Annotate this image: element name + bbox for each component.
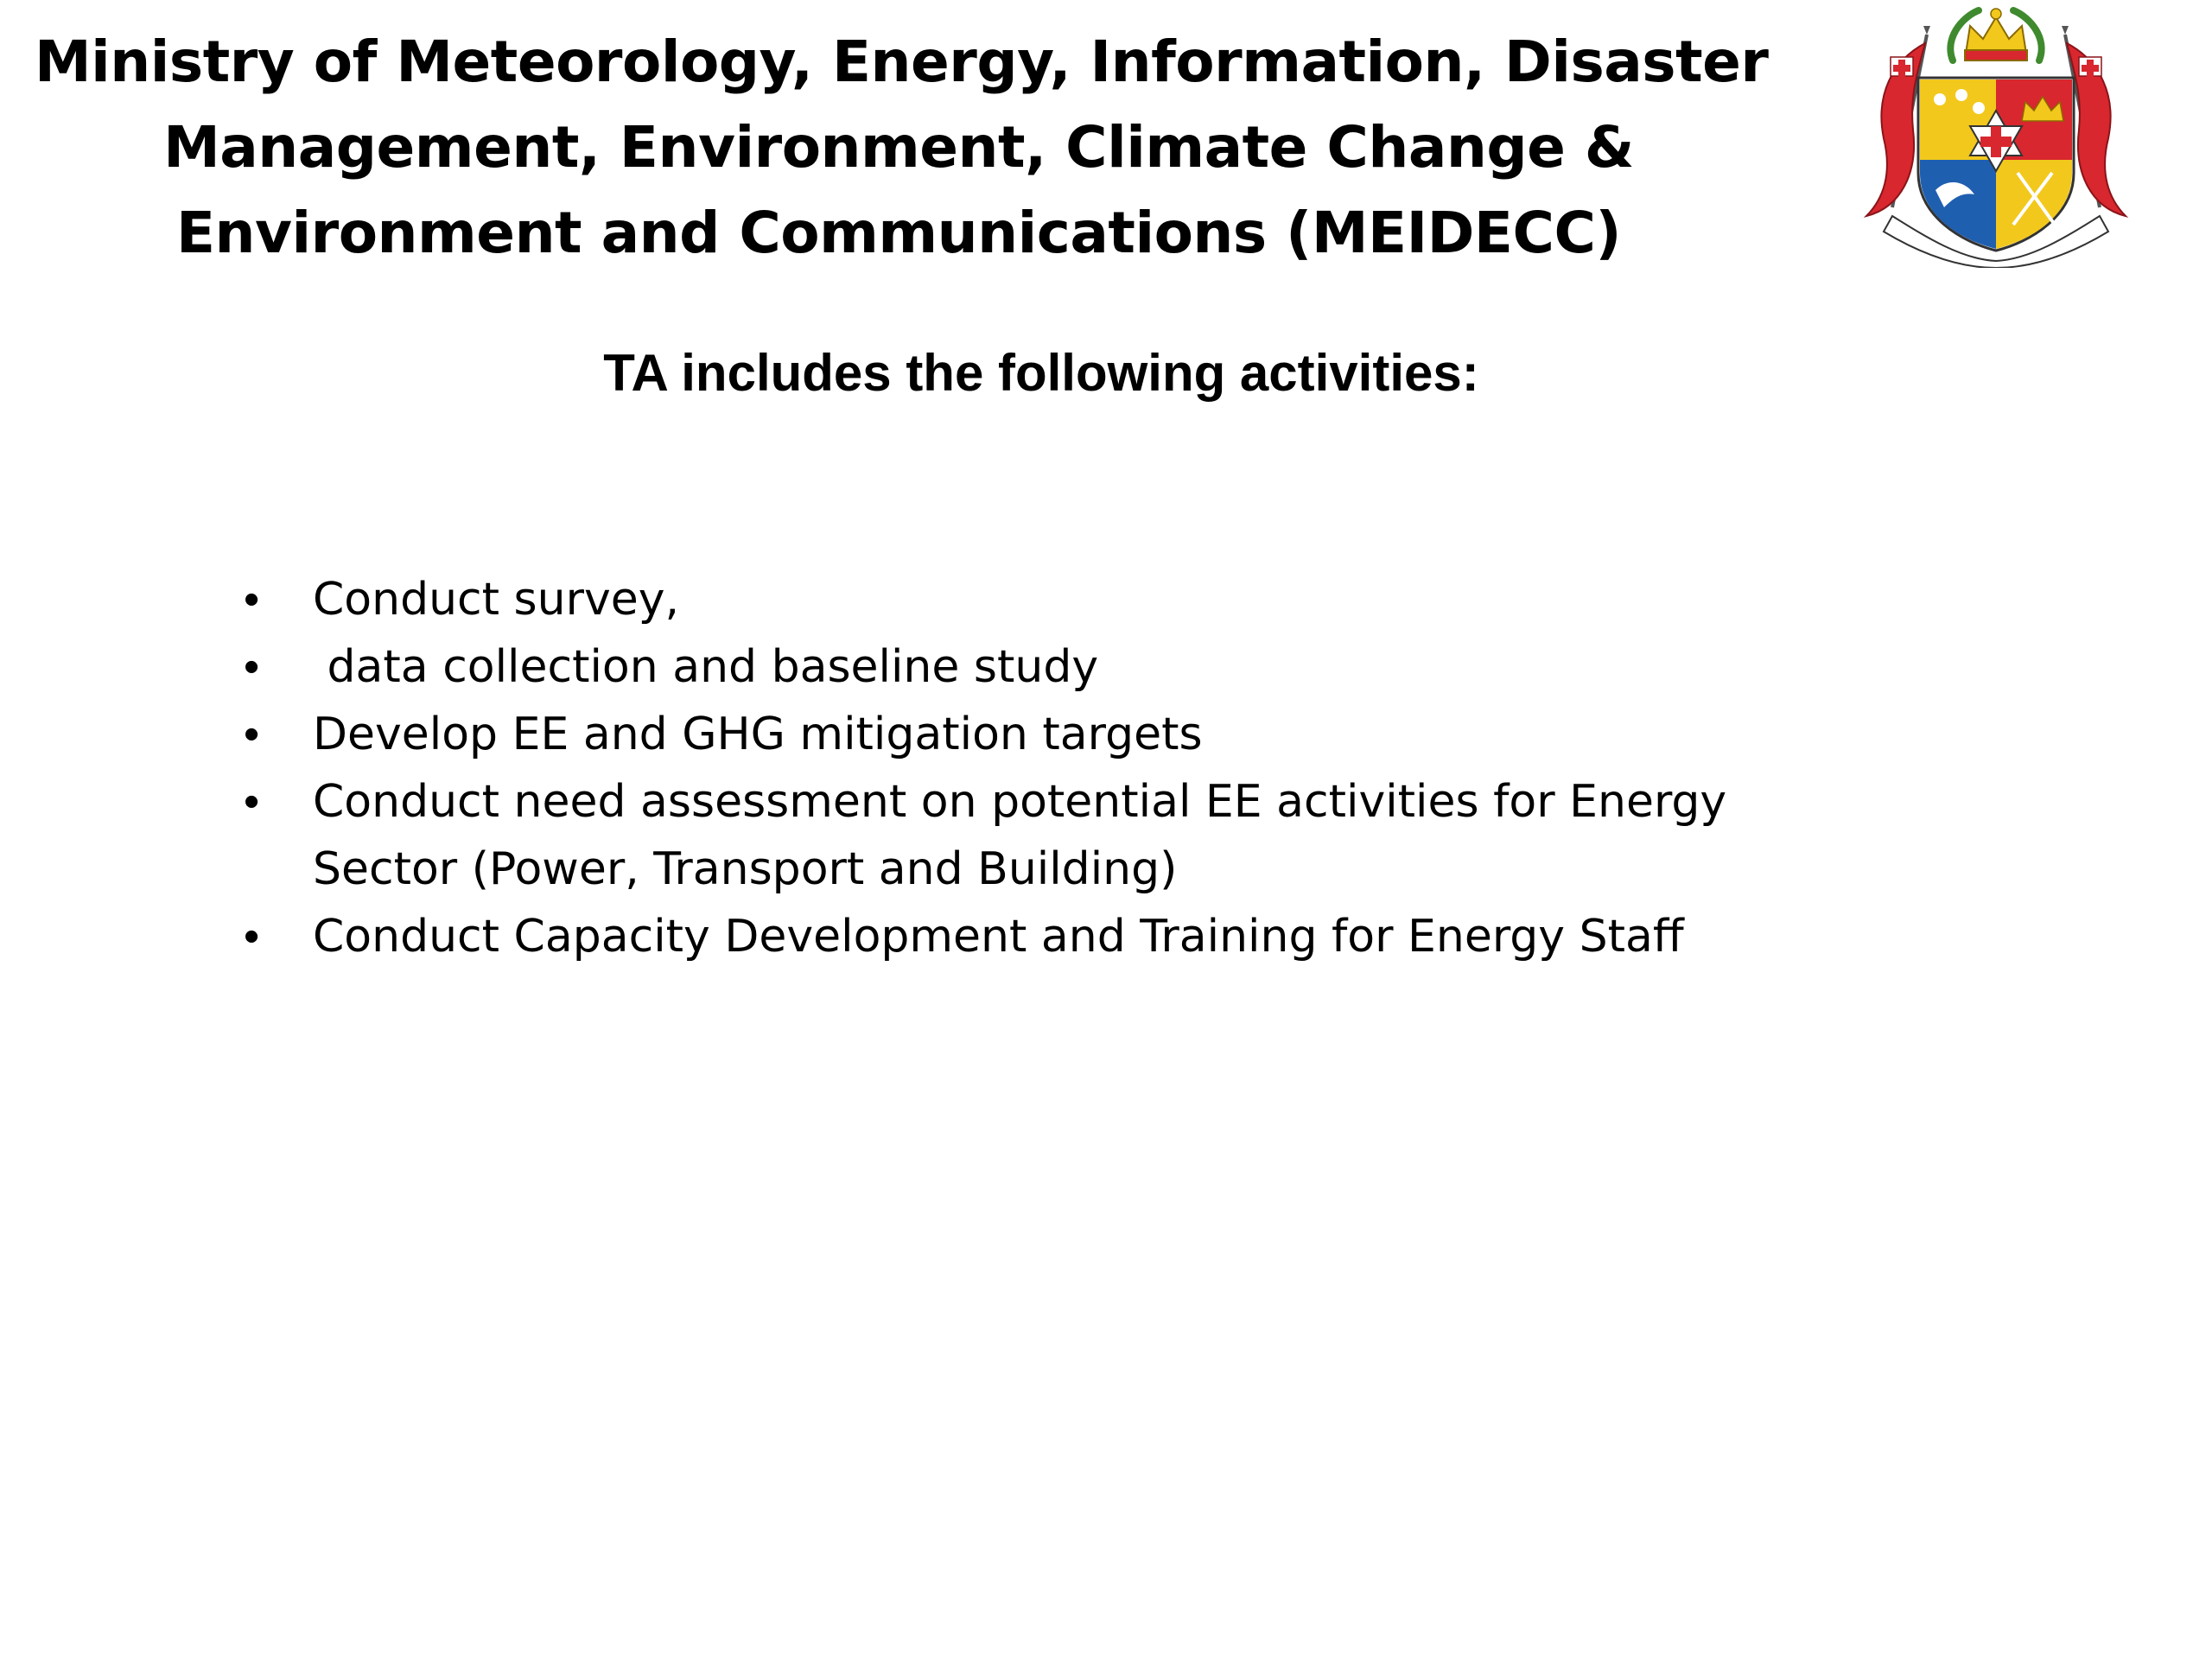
bullet-icon: • xyxy=(244,642,260,692)
bullet-icon: • xyxy=(244,912,260,962)
bullet-icon: • xyxy=(244,709,260,760)
list-item xyxy=(233,701,1832,768)
activity-list xyxy=(233,566,1832,970)
list-item xyxy=(233,633,1832,701)
ministry-title xyxy=(35,19,1769,276)
section-subtitle: TA includes the following activities: xyxy=(603,344,1479,402)
list-item xyxy=(233,903,1832,970)
list-item-text: Conduct survey, xyxy=(313,574,680,626)
list-item-text: Conduct Capacity Development and Training for Energy Staff xyxy=(313,911,1684,963)
list-item xyxy=(233,566,1832,633)
coat-of-arms-icon xyxy=(1858,0,2134,268)
ministry-title-line: Environment and Communications (MEIDECC) xyxy=(175,200,1622,266)
list-item-text: Develop EE and GHG mitigation targets xyxy=(313,709,1203,760)
list-item-text: Conduct need assessment on potential EE activities for Energy Sector (Power, Transport and Building) xyxy=(313,776,1741,895)
list-item xyxy=(233,768,1832,903)
ministry-title-line: Management, Environment, Climate Change & xyxy=(163,114,1634,181)
list-item-text: data collection and baseline study xyxy=(313,641,1099,693)
ministry-title-line: Ministry of Meteorology, Energy, Information, Disaster xyxy=(35,29,1769,95)
bullet-icon: • xyxy=(244,575,260,625)
bullet-icon: • xyxy=(244,777,260,827)
